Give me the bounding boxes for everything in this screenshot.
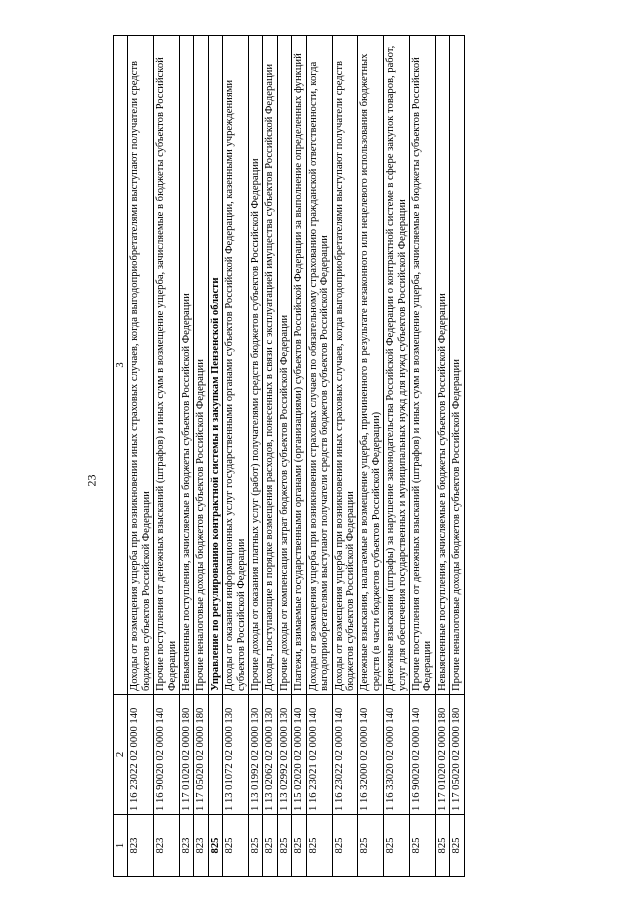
admin-code-cell: 825 — [450, 815, 464, 877]
table-row — [154, 36, 180, 877]
budget-classification-code-cell: 1 16 33020 02 0000 140 — [384, 695, 410, 815]
revenue-description-cell: Доходы от возмещения ущерба при возникновении иных страховых случаев, когда выгодоприобретателями выступают получатели средств бюджетов субъектов Российской Федерации — [128, 36, 154, 695]
admin-code-cell: 825 — [249, 815, 263, 877]
revenue-description-cell: Невыясненные поступления, зачисляемые в бюджеты субъектов Российской Федерации — [180, 36, 194, 695]
revenue-description-cell: Управление по регулированию контрактной системы и закупкам Пензенской области — [208, 36, 222, 695]
budget-classification-code-cell: 1 16 90020 02 0000 140 — [154, 695, 180, 815]
budget-classification-code-cell: 1 17 01020 02 0000 180 — [435, 695, 449, 815]
revenue-description-cell: Денежные взыскания, налагаемые в возмещение ущерба, причиненного в результате незаконного или нецелевого использования бюджетных средств (в части бюджетов субъектов Российской Федерации) — [358, 36, 384, 695]
revenue-description-cell: Прочие доходы от оказания платных услуг (работ) получателями средств бюджетов субъектов Российской Федерации — [249, 36, 263, 695]
revenue-description-cell: Прочие доходы от компенсации затрат бюджетов субъектов Российской Федерации — [277, 36, 291, 695]
budget-classification-code-cell: 1 17 05020 02 0000 180 — [450, 695, 464, 815]
table-row — [306, 36, 332, 877]
table-row — [409, 36, 435, 877]
budget-classification-code-cell: 1 13 01992 02 0000 130 — [249, 695, 263, 815]
budget-classification-code-cell: 1 13 02062 02 0000 130 — [263, 695, 277, 815]
admin-code-cell: 825 — [306, 815, 332, 877]
admin-code-cell: 825 — [435, 815, 449, 877]
revenue-description-cell: Прочие поступления от денежных взысканий (штрафов) и иных сумм в возмещение ущерба, зачисляемые в бюджеты субъектов Российской Федерации — [154, 36, 180, 695]
revenue-description-cell: Доходы от возмещения ущерба при возникновении иных страховых случаев, когда выгодоприобретателями выступают получатели средств бюджетов субъектов Российской Федерации — [332, 36, 358, 695]
table-row — [332, 36, 358, 877]
admin-code-cell: 823 — [154, 815, 180, 877]
revenue-description-cell: Невыясненные поступления, зачисляемые в бюджеты субъектов Российской Федерации — [435, 36, 449, 695]
table-row — [277, 36, 291, 877]
table-row — [194, 36, 208, 877]
revenue-description-cell: Доходы от возмещения ущерба при возникновении страховых случаев по обязательному страхованию гражданской ответственности, когда выгодоприобретателями выступают получатели средств бюджетов субъектов Российской Федерации — [306, 36, 332, 695]
table-row — [128, 36, 154, 877]
table-row — [263, 36, 277, 877]
budget-classification-code-cell: 1 13 01072 02 0000 130 — [223, 695, 249, 815]
revenue-description-cell: Прочие неналоговые доходы бюджетов субъектов Российской Федерации — [194, 36, 208, 695]
budget-classification-code-cell: 1 16 32000 02 0000 140 — [358, 695, 384, 815]
table-row — [249, 36, 263, 877]
admin-code-cell: 825 — [277, 815, 291, 877]
revenue-description-cell: Доходы от оказания информационных услуг государственными органами субъектов Российской Федерации, казенными учреждениями субъектов Российской Федерации — [223, 36, 249, 695]
admin-code-cell: 823 — [128, 815, 154, 877]
budget-classification-code-cell: 1 16 23022 02 0000 140 — [128, 695, 154, 815]
budget-classification-code-cell — [208, 695, 222, 815]
admin-code-cell: 825 — [263, 815, 277, 877]
table-row — [358, 36, 384, 877]
rotated-table-frame — [113, 35, 640, 877]
revenue-codes-table — [113, 35, 465, 877]
table-row — [450, 36, 464, 877]
table-header-row — [114, 36, 128, 877]
header-col-2: 2 — [114, 695, 128, 815]
table-body — [128, 36, 464, 877]
admin-code-cell: 825 — [292, 815, 306, 877]
admin-code-cell: 825 — [208, 815, 222, 877]
revenue-description-cell: Доходы, поступающие в порядке возмещения расходов, понесенных в связи с эксплуатацией имущества субъектов Российской Федерации — [263, 36, 277, 695]
budget-classification-code-cell: 1 16 90020 02 0000 140 — [409, 695, 435, 815]
header-col-1: 1 — [114, 815, 128, 877]
revenue-description-cell: Прочие неналоговые доходы бюджетов субъектов Российской Федерации — [450, 36, 464, 695]
admin-code-cell: 825 — [358, 815, 384, 877]
admin-code-cell: 825 — [332, 815, 358, 877]
header-col-3: 3 — [114, 36, 128, 695]
budget-classification-code-cell: 1 17 01020 02 0000 180 — [180, 695, 194, 815]
admin-code-cell: 823 — [194, 815, 208, 877]
admin-code-cell: 825 — [223, 815, 249, 877]
table-row — [292, 36, 306, 877]
budget-classification-code-cell: 1 16 23021 02 0000 140 — [306, 695, 332, 815]
budget-classification-code-cell: 1 17 05020 02 0000 180 — [194, 695, 208, 815]
revenue-description-cell: Денежные взыскания (штрафы) за нарушение законодательства Российской Федерации о контрактной системе в сфере закупок товаров, работ, услуг для обеспечения государственных и муниципальных нужд для нужд субъектов Российской Федерации — [384, 36, 410, 695]
budget-classification-code-cell: 1 15 02020 02 0000 140 — [292, 695, 306, 815]
revenue-description-cell: Платежи, взимаемые государственными органами (организациями) субъектов Российской Федерации за выполнение определенных функций — [292, 36, 306, 695]
page-number: 23 — [84, 474, 99, 487]
table-row — [435, 36, 449, 877]
revenue-description-cell: Прочие поступления от денежных взысканий (штрафов) и иных сумм в возмещение ущерба, зачисляемые в бюджеты субъектов Российской Федерации — [409, 36, 435, 695]
budget-classification-code-cell: 1 16 23022 02 0000 140 — [332, 695, 358, 815]
budget-classification-code-cell: 1 13 02992 02 0000 130 — [277, 695, 291, 815]
table-row — [384, 36, 410, 877]
table-row — [208, 36, 222, 877]
admin-code-cell: 825 — [409, 815, 435, 877]
admin-code-cell: 823 — [180, 815, 194, 877]
table-row — [223, 36, 249, 877]
admin-code-cell: 825 — [384, 815, 410, 877]
table-row — [180, 36, 194, 877]
